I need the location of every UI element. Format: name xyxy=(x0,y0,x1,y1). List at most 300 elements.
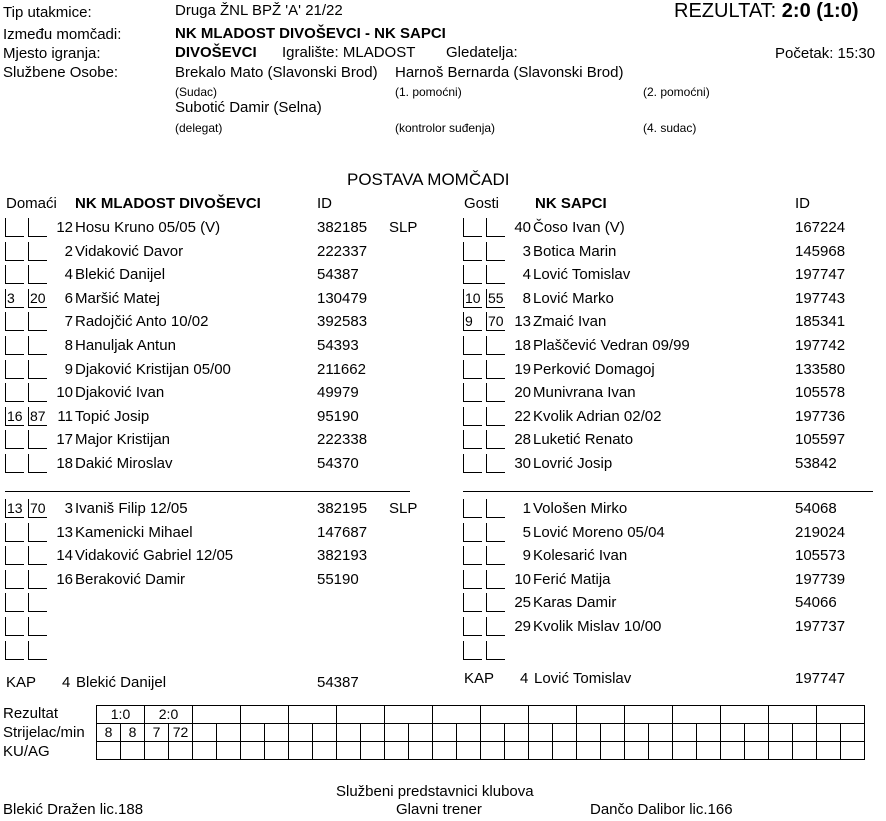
kuag-cell xyxy=(265,742,289,760)
sudac4-role: (4. sudac) xyxy=(643,121,697,135)
sub-minute-box: 70 xyxy=(488,313,504,330)
kuag-cell xyxy=(193,742,217,760)
away-kap-id: 197747 xyxy=(795,670,846,687)
player-id: 197739 xyxy=(795,570,846,588)
delegat-name: Subotić Damir (Selna) xyxy=(175,99,322,116)
sub-minute-box xyxy=(5,383,24,402)
scorer-cell xyxy=(361,724,385,742)
player-number: 12 xyxy=(56,219,73,236)
player-name: Vidaković Davor xyxy=(75,242,184,260)
result-cell: 1:0 xyxy=(97,706,145,724)
kuag-cell xyxy=(457,742,481,760)
away-kap-name: Lović Tomislav xyxy=(534,670,632,687)
kuag-cell xyxy=(481,742,505,760)
kuag-cell xyxy=(313,742,337,760)
sub-minute-box xyxy=(28,454,47,473)
player-number: 40 xyxy=(514,219,531,236)
sub-minute-box xyxy=(486,383,505,402)
sub-minute-box xyxy=(28,312,47,331)
sub-minute-box xyxy=(463,407,482,426)
player-number: 5 xyxy=(522,523,531,541)
sub-minute-box: 16 xyxy=(7,407,23,424)
sub-minute-box xyxy=(5,430,24,449)
home-id-label: ID xyxy=(317,195,332,212)
scorer-cell xyxy=(529,724,553,742)
player-id: 105578 xyxy=(795,384,846,402)
kuag-cell xyxy=(577,742,601,760)
sudac-name: Brekalo Mato (Slavonski Brod) xyxy=(175,64,378,81)
home-kap-no: 4 xyxy=(62,674,71,691)
player-id: 55190 xyxy=(317,570,359,588)
sub-minute-box: 87 xyxy=(30,407,46,424)
player-number: 28 xyxy=(514,431,531,449)
sub-minute-box xyxy=(463,641,482,660)
result-cell: 2:0 xyxy=(145,706,193,724)
result-cell xyxy=(481,706,529,724)
sub-minute-box xyxy=(5,265,24,284)
kuag-cell xyxy=(649,742,673,760)
player-id: 219024 xyxy=(795,523,846,541)
home-slp-subs: SLP xyxy=(389,500,418,517)
player-id: 185341 xyxy=(795,313,846,331)
home-kap-id: 54387 xyxy=(317,674,359,691)
result-cell xyxy=(337,706,385,724)
sub-minute-box xyxy=(486,617,505,636)
rezultat-block xyxy=(674,0,859,23)
kuag-cell xyxy=(817,742,841,760)
player-name: Kvolik Mislav 10/00 xyxy=(533,618,662,635)
result-cell xyxy=(433,706,481,724)
sub-minute-box xyxy=(5,242,24,261)
scorer-cell xyxy=(481,724,505,742)
scorer-cell xyxy=(217,724,241,742)
sub-minute-box xyxy=(463,383,482,402)
sub-minute-box xyxy=(463,430,482,449)
player-name: Ferić Matija xyxy=(533,570,611,588)
sub-minute-box xyxy=(463,523,482,542)
sluzbene-label: Službene Osobe: xyxy=(3,64,119,81)
player-id: 167224 xyxy=(795,219,846,236)
player-id: 197736 xyxy=(795,407,846,425)
kuag-cell xyxy=(337,742,361,760)
scorer-cell xyxy=(793,724,817,742)
away-id-label: ID xyxy=(795,195,810,212)
mjesto-value: DIVOŠEVCI xyxy=(175,44,257,61)
sub-minute-box: 55 xyxy=(488,289,504,306)
player-name: Vološen Mirko xyxy=(533,500,628,517)
player-number: 16 xyxy=(56,570,73,588)
player-name: Munivrana Ivan xyxy=(533,384,636,402)
sub-minute-box xyxy=(463,218,482,237)
player-name: Lović Tomislav xyxy=(533,266,631,284)
player-name: Vidaković Gabriel 12/05 xyxy=(75,547,234,565)
sub-minute-box xyxy=(5,360,24,379)
result-cell xyxy=(529,706,577,724)
kuag-cell xyxy=(529,742,553,760)
player-id: 222337 xyxy=(317,242,368,260)
sub-minute-box: 10 xyxy=(465,289,481,306)
scorer-cell xyxy=(505,724,529,742)
player-number: 14 xyxy=(56,547,73,565)
scoring-row xyxy=(97,706,865,724)
scorer-cell xyxy=(337,724,361,742)
kuag-cell xyxy=(721,742,745,760)
player-number: 1 xyxy=(522,500,531,517)
sub-minute-box xyxy=(5,312,24,331)
player-name: Major Kristijan xyxy=(75,431,171,449)
scorer-cell xyxy=(577,724,601,742)
sub-minute-box xyxy=(5,570,24,589)
strijelac-row-label: Strijelac/min xyxy=(3,724,85,741)
sub-minute-box xyxy=(463,242,482,261)
result-cell xyxy=(577,706,625,724)
kuag-row-label: KU/AG xyxy=(3,743,50,760)
sub-minute-box xyxy=(463,499,482,518)
sub-minute-box xyxy=(486,242,505,261)
result-cell xyxy=(241,706,289,724)
sub-minute-box xyxy=(28,430,47,449)
scorer-cell xyxy=(673,724,697,742)
player-number: 9 xyxy=(64,360,73,378)
player-name: Dakić Miroslav xyxy=(75,455,173,472)
kuag-cell xyxy=(793,742,817,760)
sudac-role: (Sudac) xyxy=(175,85,218,99)
kuag-cell xyxy=(697,742,721,760)
sub-minute-box xyxy=(486,523,505,542)
sub-minute-box xyxy=(5,641,24,660)
player-name: Kvolik Adrian 02/02 xyxy=(533,407,662,425)
izmedju-label: Između momčadi: xyxy=(3,26,122,43)
player-name: Kolesarić Ivan xyxy=(533,547,628,565)
player-name: Djaković Ivan xyxy=(75,384,165,402)
player-name: Lovrić Josip xyxy=(533,455,613,472)
player-id: 382195 xyxy=(317,500,368,517)
kuag-cell xyxy=(553,742,577,760)
kuag-cell xyxy=(241,742,265,760)
scorer-cell xyxy=(193,724,217,742)
scorer-cell: 8 xyxy=(97,724,121,742)
scoring-row xyxy=(97,724,865,742)
player-id: 211662 xyxy=(317,360,366,378)
scorer-cell xyxy=(697,724,721,742)
sub-minute-box: 9 xyxy=(463,312,482,331)
player-number: 7 xyxy=(64,313,73,331)
home-kap-label: KAP xyxy=(6,674,37,691)
result-cell xyxy=(673,706,721,724)
scorer-cell xyxy=(625,724,649,742)
scorer-cell xyxy=(433,724,457,742)
kuag-cell xyxy=(217,742,241,760)
sub-minute-box xyxy=(28,265,47,284)
player-name: Topić Josip xyxy=(75,407,150,425)
scorer-cell xyxy=(265,724,289,742)
player-number: 9 xyxy=(522,547,531,565)
sub-minute-box xyxy=(28,336,47,355)
result-cell xyxy=(769,706,817,724)
player-number: 3 xyxy=(522,242,531,260)
player-id: 95190 xyxy=(317,407,359,425)
player-name: Zmaić Ivan xyxy=(533,313,607,331)
rezultat-value: 2:0 (1:0) xyxy=(781,0,859,22)
player-number: 22 xyxy=(514,407,531,425)
player-name: Maršić Matej xyxy=(75,289,161,307)
home-team: NK MLADOST DIVOŠEVCI xyxy=(75,195,261,212)
player-number: 2 xyxy=(64,242,73,260)
kuag-cell xyxy=(625,742,649,760)
sub-minute-box xyxy=(5,336,24,355)
kuag-cell xyxy=(601,742,625,760)
kuag-cell xyxy=(745,742,769,760)
scorer-cell xyxy=(769,724,793,742)
scorer-cell xyxy=(289,724,313,742)
kuag-cell xyxy=(433,742,457,760)
sub-minute-box xyxy=(28,593,47,612)
sub-minute-box xyxy=(5,593,24,612)
player-number: 25 xyxy=(514,594,531,612)
footer-title: Službeni predstavnici klubova xyxy=(336,783,534,800)
rezultat-row-label: Rezultat xyxy=(3,705,59,722)
kuag-cell xyxy=(769,742,793,760)
player-name: Perković Domagoj xyxy=(533,360,655,378)
home-slp-starters: SLP xyxy=(389,219,418,236)
home-divider xyxy=(5,491,410,492)
scorer-cell xyxy=(385,724,409,742)
scorer-cell xyxy=(841,724,865,742)
pomocni2-role: (2. pomoćni) xyxy=(643,85,710,99)
player-name: Djaković Kristijan 05/00 xyxy=(75,360,231,378)
scorer-cell xyxy=(721,724,745,742)
player-id: 53842 xyxy=(795,455,837,472)
sub-minute-box xyxy=(5,617,24,636)
player-id: 197737 xyxy=(795,618,846,635)
kontrolor-role: (kontrolor suđenja) xyxy=(395,121,496,135)
player-id: 54393 xyxy=(317,337,359,354)
player-number: 18 xyxy=(514,337,531,354)
player-id: 382193 xyxy=(317,547,368,565)
sub-minute-box xyxy=(463,265,482,284)
player-name: Beraković Damir xyxy=(75,570,186,588)
player-number: 10 xyxy=(56,384,73,402)
sub-minute-box xyxy=(463,336,482,355)
delegat-role: (delegat) xyxy=(175,121,223,135)
sub-minute-box xyxy=(486,407,505,426)
scorer-cell xyxy=(817,724,841,742)
result-cell xyxy=(289,706,337,724)
tip-label: Tip utakmice: xyxy=(3,4,92,21)
sub-minute-box xyxy=(486,454,505,473)
pomocni1-role: (1. pomoćni) xyxy=(395,85,462,99)
sub-minute-box xyxy=(486,499,505,518)
player-id: 49979 xyxy=(317,384,359,402)
result-cell xyxy=(625,706,673,724)
player-number: 3 xyxy=(64,500,73,517)
sub-minute-box xyxy=(486,570,505,589)
player-id: 197743 xyxy=(795,289,846,307)
mjesto-label: Mjesto igranja: xyxy=(3,45,101,62)
igraliste: Igralište: MLADOST xyxy=(282,44,416,61)
scorer-cell xyxy=(409,724,433,742)
player-id: 197742 xyxy=(795,337,846,354)
sub-minute-box: 13 xyxy=(7,500,23,516)
scorer-cell xyxy=(553,724,577,742)
player-number: 4 xyxy=(64,266,73,284)
footer-center: Glavni trener xyxy=(396,801,482,818)
footer-left: Blekić Dražen lic.188 xyxy=(3,801,144,818)
player-id: 392583 xyxy=(317,313,368,331)
player-id: 133580 xyxy=(795,360,846,378)
kuag-cell xyxy=(361,742,385,760)
away-team: NK SAPCI xyxy=(535,195,607,212)
sub-minute-box xyxy=(486,336,505,355)
scorer-cell xyxy=(241,724,265,742)
sub-minute-box xyxy=(486,593,505,612)
result-cell xyxy=(721,706,769,724)
player-number: 13 xyxy=(514,313,531,331)
scorer-cell: 72 xyxy=(169,724,193,742)
player-number: 19 xyxy=(514,360,531,378)
player-id: 130479 xyxy=(317,289,368,307)
sub-minute-box xyxy=(28,523,47,542)
player-name: Plaščević Vedran 09/99 xyxy=(533,337,690,354)
player-name: Blekić Danijel xyxy=(75,266,166,284)
player-name: Kamenicki Mihael xyxy=(75,523,193,541)
footer-right: Dančo Dalibor lic.166 xyxy=(590,801,733,818)
sub-minute-box xyxy=(28,570,47,589)
pomocni1-name: Harnoš Bernarda (Slavonski Brod) xyxy=(395,64,624,81)
player-number: 4 xyxy=(522,266,531,284)
player-number: 8 xyxy=(64,337,73,354)
player-number: 20 xyxy=(514,384,531,402)
kuag-cell xyxy=(673,742,697,760)
scoring-table xyxy=(96,705,865,760)
kuag-cell xyxy=(97,742,121,760)
player-name: Hosu Kruno 05/05 (V) xyxy=(75,219,221,236)
player-name: Lović Moreno 05/04 xyxy=(533,523,665,541)
scorer-cell xyxy=(457,724,481,742)
scoring-row xyxy=(97,742,865,760)
player-number: 11 xyxy=(57,407,73,425)
result-cell xyxy=(817,706,865,724)
gledatelja: Gledatelja: xyxy=(446,44,518,61)
sub-minute-box xyxy=(28,242,47,261)
player-name: Lović Marko xyxy=(533,289,614,307)
player-id: 54387 xyxy=(317,266,359,284)
player-id: 222338 xyxy=(317,431,368,449)
player-number: 10 xyxy=(514,570,531,588)
away-divider xyxy=(463,491,873,492)
player-number: 30 xyxy=(514,455,531,472)
sub-minute-box: 3 xyxy=(5,289,24,308)
player-number: 6 xyxy=(64,289,73,307)
sub-minute-box xyxy=(486,218,505,237)
sub-minute-box xyxy=(486,430,505,449)
player-id: 145968 xyxy=(795,242,846,260)
away-kap-no: 4 xyxy=(520,670,529,687)
sub-minute-box xyxy=(463,454,482,473)
izmedju-value: NK MLADOST DIVOŠEVCI - NK SAPCI xyxy=(175,25,446,42)
result-cell xyxy=(193,706,241,724)
player-name: Čoso Ivan (V) xyxy=(533,219,625,236)
kuag-cell xyxy=(841,742,865,760)
sub-minute-box xyxy=(5,546,24,565)
tip-value: Druga ŽNL BPŽ 'A' 21/22 xyxy=(175,2,343,19)
rezultat-label: REZULTAT: xyxy=(674,0,777,22)
sub-minute-box xyxy=(28,383,47,402)
sub-minute-box xyxy=(5,454,24,473)
kuag-cell xyxy=(145,742,169,760)
sub-minute-box xyxy=(486,360,505,379)
player-id: 382185 xyxy=(317,219,368,236)
scorer-cell xyxy=(649,724,673,742)
player-name: Ivaniš Filip 12/05 xyxy=(75,500,188,517)
scorer-cell xyxy=(601,724,625,742)
sub-minute-box: 20 xyxy=(30,289,46,306)
kuag-cell xyxy=(505,742,529,760)
sub-minute-box xyxy=(5,523,24,542)
kuag-cell xyxy=(289,742,313,760)
away-label: Gosti xyxy=(464,195,500,212)
sub-minute-box: 70 xyxy=(30,500,46,516)
player-name: Hanuljak Antun xyxy=(75,337,176,354)
player-name: Radojčić Anto 10/02 xyxy=(75,313,209,331)
player-name: Luketić Renato xyxy=(533,431,634,449)
player-id: 197747 xyxy=(795,266,846,284)
away-kap-label: KAP xyxy=(464,670,495,687)
player-id: 147687 xyxy=(317,523,368,541)
player-number: 29 xyxy=(514,618,531,635)
scorer-cell xyxy=(745,724,769,742)
player-number: 8 xyxy=(522,289,531,307)
scorer-cell: 7 xyxy=(145,724,169,742)
sub-minute-box xyxy=(463,617,482,636)
sub-minute-box xyxy=(486,546,505,565)
kuag-cell xyxy=(409,742,433,760)
sub-minute-box xyxy=(463,593,482,612)
player-id: 54068 xyxy=(795,500,837,517)
kuag-cell xyxy=(169,742,193,760)
sub-minute-box xyxy=(486,641,505,660)
player-id: 105573 xyxy=(795,547,846,565)
kuag-cell xyxy=(121,742,145,760)
postava-title: POSTAVA MOMČADI xyxy=(347,170,510,189)
player-number: 18 xyxy=(56,455,73,472)
sub-minute-box xyxy=(28,218,47,237)
player-id: 54066 xyxy=(795,594,837,612)
player-number: 13 xyxy=(56,523,73,541)
player-name: Botica Marin xyxy=(533,242,617,260)
player-number: 17 xyxy=(56,431,73,449)
player-id: 105597 xyxy=(795,431,846,449)
home-label: Domaći xyxy=(6,195,57,212)
sub-minute-box xyxy=(463,360,482,379)
pocetak: Početak: 15:30 xyxy=(775,45,876,62)
player-name: Karas Damir xyxy=(533,594,617,612)
home-kap-name: Blekić Danijel xyxy=(76,674,167,691)
player-id: 54370 xyxy=(317,455,359,472)
sub-minute-box xyxy=(28,617,47,636)
result-cell xyxy=(385,706,433,724)
sub-minute-box xyxy=(486,265,505,284)
sub-minute-box xyxy=(28,641,47,660)
scorer-cell xyxy=(313,724,337,742)
scorer-cell: 8 xyxy=(121,724,145,742)
sub-minute-box xyxy=(28,360,47,379)
sub-minute-box xyxy=(28,546,47,565)
sub-minute-box xyxy=(463,546,482,565)
kuag-cell xyxy=(385,742,409,760)
sub-minute-box xyxy=(463,570,482,589)
sub-minute-box xyxy=(5,218,24,237)
